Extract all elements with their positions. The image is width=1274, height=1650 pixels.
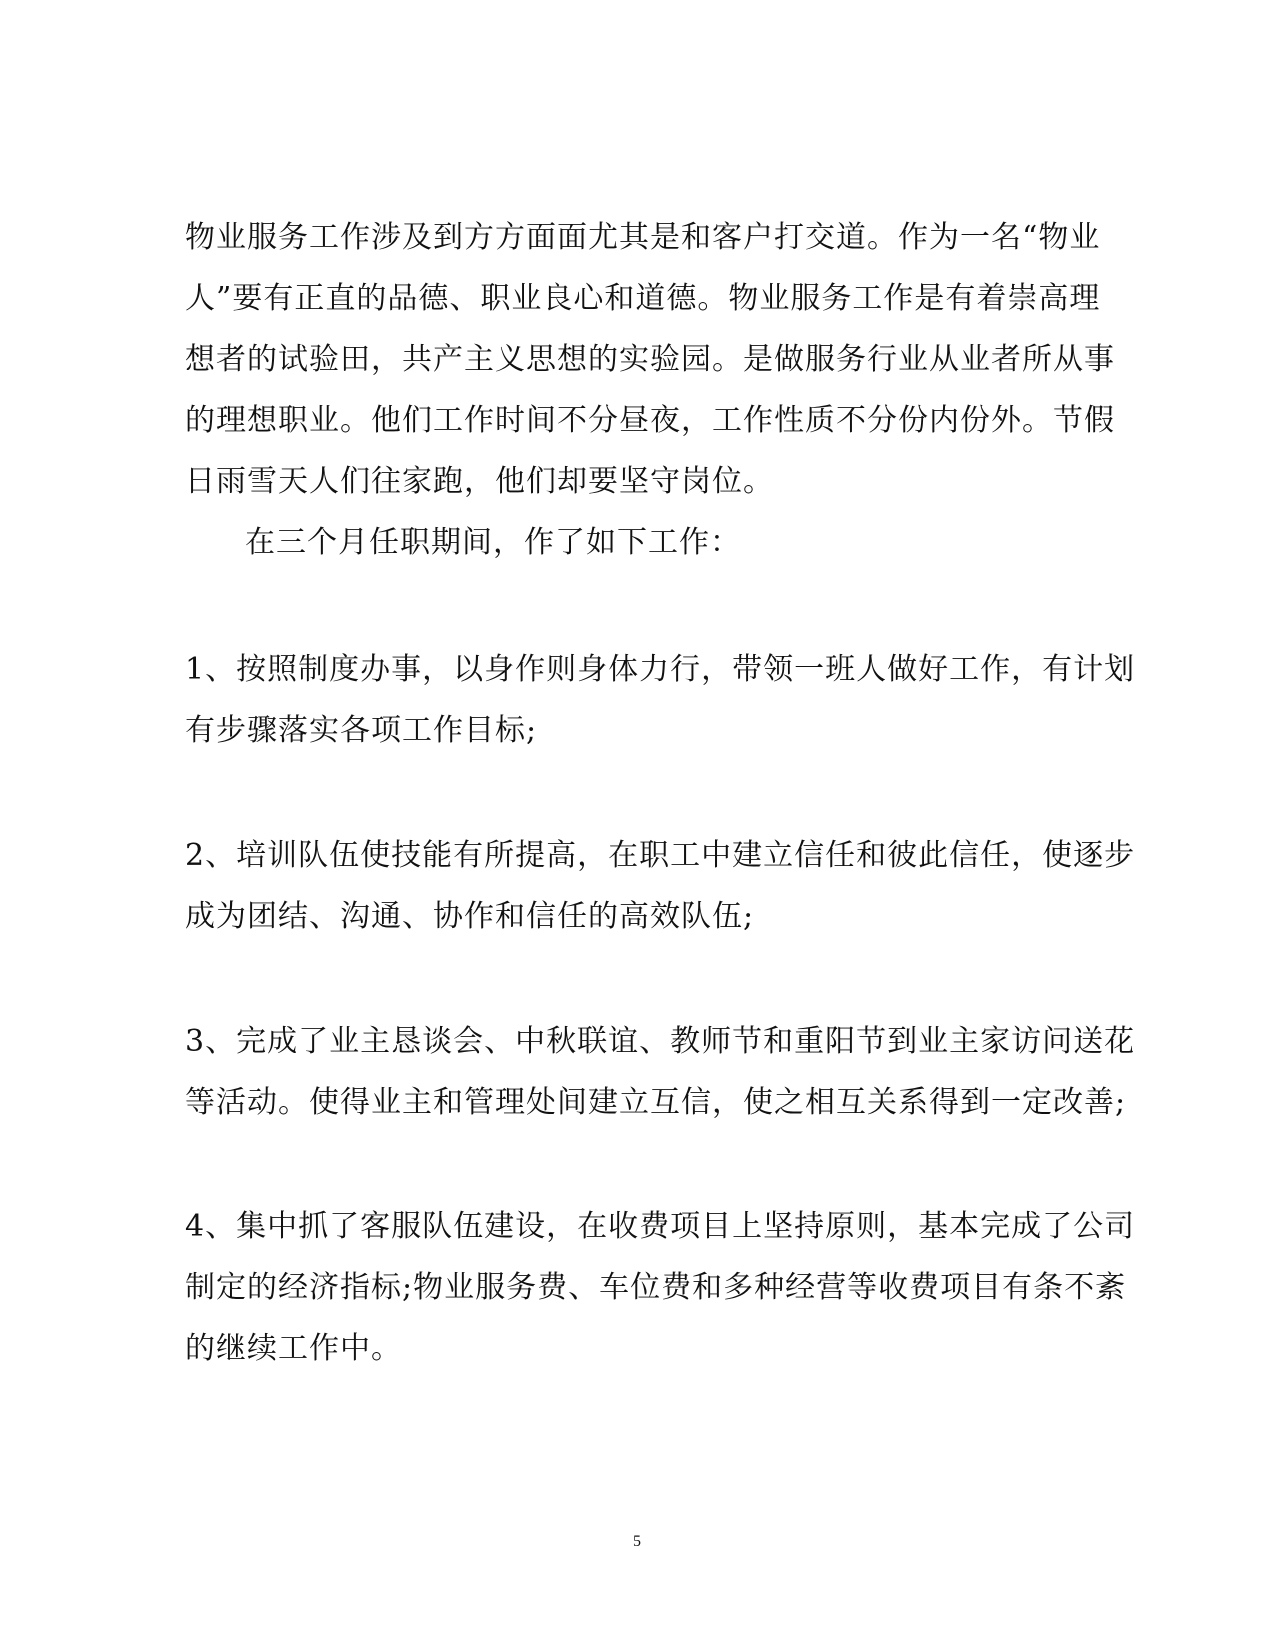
list-item-line: 2、培训队伍使技能有所提高，在职工中建立信任和彼此信任，使逐步 xyxy=(185,838,1136,873)
list-item-line: 有步骤落实各项工作目标; xyxy=(185,713,538,748)
list-item-3 xyxy=(185,1011,1136,1133)
list-item-line: 3、完成了业主恳谈会、中秋联谊、教师节和重阳节到业主家访问送花 xyxy=(185,1024,1136,1059)
list-item-line: 等活动。使得业主和管理处间建立互信，使之相互关系得到一定改善; xyxy=(185,1085,1127,1120)
list-item-line: 制定的经济指标;物业服务费、车位费和多种经营等收费项目有条不紊 xyxy=(185,1270,1127,1305)
paragraph-line: 的理想职业。他们工作时间不分昼夜，工作性质不分份内份外。节假 xyxy=(185,403,1115,438)
list-item-line: 4、集中抓了客服队伍建设，在收费项目上坚持原则，基本完成了公司 xyxy=(185,1209,1136,1244)
list-item-line: 1、按照制度办事，以身作则身体力行，带领一班人做好工作，有计划 xyxy=(185,652,1136,687)
paragraph-line: 人”要有正直的品德、职业良心和道德。物业服务工作是有着崇高理 xyxy=(185,281,1101,316)
page-number: 5 xyxy=(633,1533,641,1550)
list-item-2 xyxy=(185,825,1136,947)
paragraph-line: 日雨雪天人们往家跑，他们却要坚守岗位。 xyxy=(185,464,774,499)
intro-paragraph xyxy=(185,207,1115,573)
list-item-4 xyxy=(185,1196,1136,1379)
list-item-line: 的继续工作中。 xyxy=(185,1331,402,1366)
list-item-1 xyxy=(185,639,1136,761)
lead-in-line: 在三个月任职期间，作了如下工作： xyxy=(245,525,741,560)
paragraph-line: 想者的试验田，共产主义思想的实验园。是做服务行业从业者所从事 xyxy=(185,342,1115,377)
list-item-line: 成为团结、沟通、协作和信任的高效队伍; xyxy=(185,899,755,934)
paragraph-line: 物业服务工作涉及到方方面面尤其是和客户打交道。作为一名“物业 xyxy=(185,220,1101,255)
